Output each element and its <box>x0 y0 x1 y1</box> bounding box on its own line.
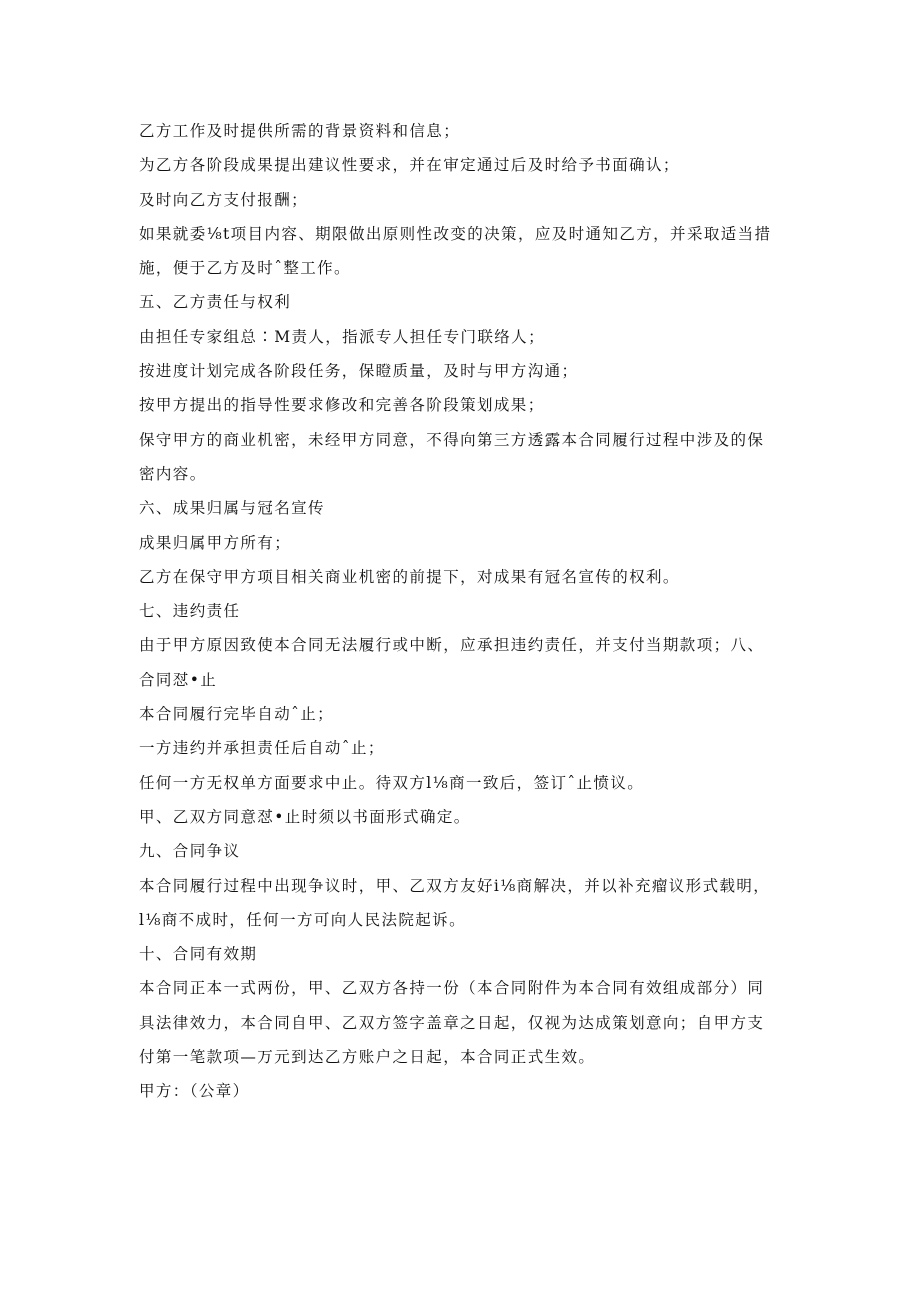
text-line: l⅛商不成时，任何一方可向人民法院起诉。 <box>139 910 466 929</box>
text-line: 乙方工作及时提供所需的背景资料和信息； <box>139 122 461 140</box>
text-line: 如果就委⅛t项目内容、期限做出原则性改变的决策，应及时通知乙方，并采取适当措 <box>139 224 772 243</box>
text-line: 乙方在保守甲方项目相关商业机密的前提下，对成果有冠名宣传的权利。 <box>139 567 680 586</box>
section-heading: 六、成果归属与冠名宣传 <box>139 499 325 518</box>
text-line: 具法律效力，本合同自甲、乙双方签字盖章之日起，仅视为达成策划意向；自甲方支 <box>139 1013 765 1032</box>
contract-body <box>139 114 779 1109</box>
text-line: 及时向乙方支付报酬； <box>139 190 309 209</box>
section-heading: 五、乙方责任与权利 <box>139 293 292 312</box>
text-line: 本合同正本一式两份，甲、乙双方各持一份（本合同附件为本合同有效组成部分）同 <box>139 979 765 998</box>
text-line: 本合同履行完毕自动ˆ止； <box>139 705 335 724</box>
text-line: 甲、乙双方同意怼•止时须以书面形式确定。 <box>139 807 471 826</box>
text-line: 本合同履行过程中出现争议时，甲、乙双方友好i⅛商解决，并以补充瘤议形式载明， <box>139 876 771 895</box>
text-line: 保守甲方的商业机密，未经甲方同意，不得向第三方透露本合同履行过程中涉及的保 <box>139 430 765 449</box>
text-line: 为乙方各阶段成果提出建议性要求，并在审定通过后及时给予书面确认； <box>139 156 680 175</box>
text-line: 按甲方提出的指导性要求修改和完善各阶段策划成果； <box>139 396 545 415</box>
section-heading: 十、合同有效期 <box>139 945 258 964</box>
text-line: 由担任专家组总∶M责人，指派专人担任专门联络人； <box>139 327 545 346</box>
text-line: 付第一笔款项—万元到达乙方账户之日起，本合同正式生效。 <box>139 1048 596 1067</box>
section-heading: 七、违约责任 <box>139 602 241 621</box>
text-line: 任何一方无权单方面要求中止。待双方l⅛商一致后，签订ˆ止愤议。 <box>139 773 645 792</box>
text-line: 施，便于乙方及时ˆ整工作。 <box>139 259 351 278</box>
text-line: 成果归属甲方所有； <box>139 533 292 552</box>
text-line: 由于甲方原因致使本合同无法履行或中断，应承担违约责任，并支付当期款项；八、 <box>139 636 765 655</box>
signature-line: 甲方：（公章） <box>139 1082 250 1101</box>
section-heading: 九、合同争议 <box>139 842 241 861</box>
text-line: 合同怼•止 <box>139 670 218 689</box>
text-line: 一方违约并承担责任后自动ˆ止； <box>139 739 385 758</box>
text-line: 按进度计划完成各阶段任务，保瞪质量，及时与甲方沟通； <box>139 362 579 381</box>
text-line: 密内容。 <box>139 464 207 483</box>
